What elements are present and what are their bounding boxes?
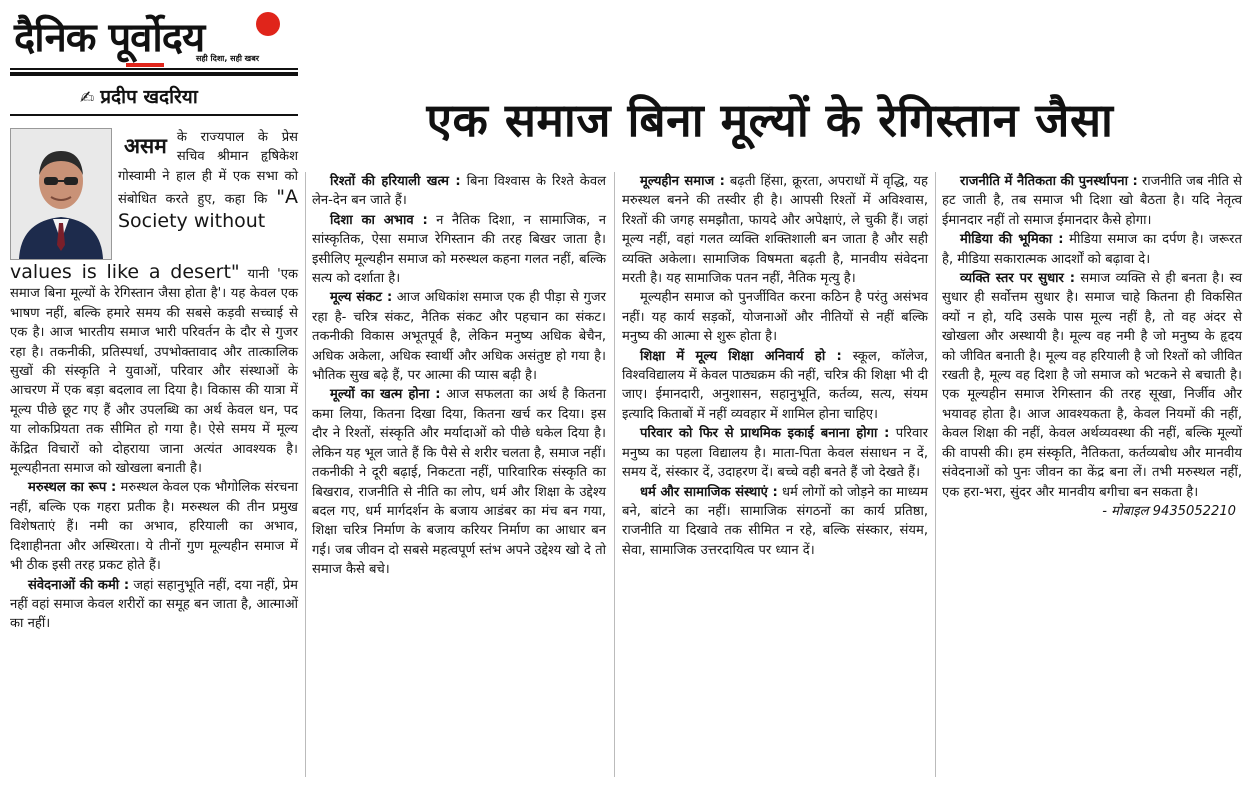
p13-body: मीडिया समाज का दर्पण है। जरूरत है, मीडिया सकारात्मक आदर्शों को बढ़ावा दे।: [942, 232, 1242, 267]
column-3: [622, 172, 928, 560]
p4-body: न नैतिक दिशा, न सामाजिक, न सांस्कृतिक, ऐसा समाज रेगिस्तान की तरह बिखर जाता है। इसीलिए मूल्यहीन समाज को मरुस्थल कहना गलत नहीं, बल्कि सत्य को दर्शाता है।: [312, 212, 606, 287]
p5-head: मूल्य संकट :: [330, 290, 393, 306]
column-divider-2: [614, 172, 615, 777]
lead-wrap: [118, 128, 298, 233]
p8-body: मूल्यहीन समाज को पुनर्जीवित करना कठिन है परंतु असंभव नहीं। यह कार्य सड़कों, योजनाओं और नीतियों से नहीं बल्कि मनुष्य की आत्मा से शुरू होता है।: [622, 290, 928, 345]
column-4: [942, 172, 1242, 521]
author-photo: [10, 128, 112, 260]
column-divider-1: [305, 172, 306, 777]
p9-head: शिक्षा में मूल्य शिक्षा अनिवार्य हो :: [640, 348, 842, 364]
author-name: प्रदीप खदरिया: [100, 86, 198, 108]
lead-rest: यानी 'एक समाज बिना मूल्यों के रेगिस्तान जैसा होता है'। यह केवल एक भाषण नहीं, बल्कि हमारे समय की सबसे कड़वी सच्चाई से एक है। आज भारतीय समाज भारी परिवर्तन के दौर से गुजर रहा है। तकनीकी, प्रतिस्पर्धा, उपभोक्तावाद और तात्कालिक सुखों की संस्कृति ने युवाओं, परिवार और संस्थाओं के आचरण में एक बड़ा बदलाव ला दिया है। विकास की यात्रा में मूल्य पीछे छूट गए हैं और उपलब्धि का अर्थ केवल धन, पद या लोकप्रियता तक सीमित हो गया है। ऐसे समय में मूल्य केंद्रित विचारों को दोहराया जाना अत्यंत आवश्यक है। मूल्यहीनता समाज को खोखला बनाती है।: [10, 267, 298, 477]
p12-body: राजनीति जब नीति से हट जाती है, तब समाज भी दिशा खो बैठता है। यदि नेतृत्व ईमानदार नहीं तो समाज ईमानदार कैसे होगा।: [942, 174, 1242, 228]
p2-head: संवेदनाओं की कमी :: [28, 577, 130, 593]
p13-head: मीडिया की भूमिका :: [960, 232, 1064, 248]
p6-body: आज सफलता का अर्थ है कितना कमा लिया, कितना दिखा दिया, कितना खर्च कर दिया। इस दौर ने रिश्तों, संस्कृति और मर्यादाओं को पीछे धकेल दिया है। लेकिन यह भूल जाते हैं कि पैसे से शरीर चलता है, समाज नहीं। तकनीकी ने दूरी बढ़ाई, निकटता नहीं, पारिवारिक संस्कृति का बिखराव, राजनीति से नीति का लोप, धर्म और शिक्षा के उद्देश्य बदल गए, धर्म मार्गदर्शन के बजाय आडंबर का मंच बन गया, शिक्षा चरित्र निर्माण के बजाय करियर निर्माण का आधार बन गई। जब जीवन दो सबसे महत्वपूर्ण स्तंभ अपने उद्देश्य खो दे तो समाज कैसे बचे।: [312, 387, 606, 578]
column-1: [10, 261, 298, 634]
p10-head: परिवार को फिर से प्राथमिक इकाई बनाना होगा :: [640, 426, 890, 442]
quote-end: values is like a desert": [10, 261, 240, 283]
byline: [80, 83, 198, 109]
masthead-tagline: सही दिशा, सही खबर: [196, 54, 260, 63]
column-2: [312, 172, 606, 580]
p12-head: राजनीति में नैतिकता की पुनर्स्थापना :: [960, 174, 1138, 189]
masthead-underline: [10, 68, 298, 70]
p14-body: समाज व्यक्ति से ही बनता है। स्व सुधार ही सर्वोत्तम सुधार है। समाज चाहे कितना ही विकसित क्यों न हो, यदि उसके पास मूल्य नहीं है, तो वह अंदर से खोखला और अस्थायी है। मूल्य वह नमी है जो मनुष्य के हृदय को जीवित बनाती है। मूल्य वह हरियाली है जो रिश्तों को जीवित रखती है, मूल्य वह दिशा है जो समाज को भटकने से बचाती है। एक मूल्यहीन समाज रेगिस्तान की तरह सूखा, निर्जीव और भयावह होता है। आज आवश्यकता है, केवल नियमों की नहीं, केवल शिक्षा की नहीं, केवल अर्थव्यवस्था की नहीं, बल्कि मूल्यों की वापसी की। हम संस्कृति, नैतिकता, कर्तव्यबोध और मानवीय संवेदनाओं को पुनः जीवन का केंद्र बना लें। तभी मरुस्थल नहीं, एक हरा-भरा, सुंदर और मानवीय बगीचा बन सकता है।: [942, 271, 1242, 500]
p5-body: आज अधिकांश समाज एक ही पीड़ा से गुजर रहा है- चरित्र संकट, नैतिक संकट और पहचान का संकट। तकनीकी विकास अभूतपूर्व है, लेकिन मनुष्य अधिक बेचैन, अधिक अकेला, अधिक स्वार्थी और अधिक असंतुष्ट हो गया है। भौतिक सुख बढ़े हैं, पर आत्मा की प्यास बढ़ी है।: [312, 290, 606, 384]
byline-rule: [10, 114, 298, 116]
masthead-rule: [10, 72, 298, 76]
pen-icon: ✍: [80, 88, 95, 108]
masthead-red-dot-icon: [256, 12, 280, 36]
mobile-number: - मोबाइल 9435052210: [1102, 503, 1236, 519]
p4-head: दिशा का अभाव :: [330, 212, 428, 228]
quote-start: "A Society without: [118, 186, 298, 232]
p7-head: मूल्यहीन समाज :: [640, 174, 725, 189]
masthead-name: दैनिक पूर्वोदय: [14, 15, 205, 61]
p7-body: बढ़ती हिंसा, क्रूरता, अपराधों में वृद्धि, यह मरुस्थल बनने की तस्वीर ही है। आपसी रिश्तों में अविश्वास, रिश्तों की जगह समझौता, फायदे और अपेक्षाएं, ले चुकी हैं। जहां मूल्य नहीं, वहां गलत व्यक्ति शक्तिशाली बन जाता है और सही व्यक्ति अकेला। सामाजिक विषमता बढ़ती है, मानवीय संवेदना मरती है। यह सामाजिक पतन नहीं, नैतिक मृत्यु है।: [622, 174, 928, 287]
masthead-accent-bar: [126, 63, 164, 67]
p10-body: परिवार मनुष्य का पहला विद्यालय है। माता-पिता केवल संसाधन न दें, समय दें, संस्कार दें, उदाहरण दें। बच्चे वही बनते हैं जो देखते हैं।: [622, 426, 929, 481]
p3-head: रिश्तों की हरियाली खत्म :: [330, 174, 461, 189]
p11-head: धर्म और सामाजिक संस्थाएं :: [640, 484, 778, 500]
p6-head: मूल्यों का खत्म होना :: [330, 387, 441, 403]
headline: एक समाज बिना मूल्यों के रेगिस्तान जैसा: [426, 93, 1114, 147]
p14-head: व्यक्ति स्तर पर सुधार :: [960, 271, 1075, 287]
author-photo-graphic: [11, 129, 111, 259]
lead-wrap-text: के राज्यपाल के प्रेस सचिव श्रीमान हृषिकेश गोस्वामी ने हाल ही में एक सभा को संबोधित करते हुए, कहा कि: [118, 130, 298, 208]
p1-body: मरुस्थल केवल एक भौगोलिक संरचना नहीं, बल्कि एक गहरा प्रतीक है। मरुस्थल की तीन प्रमुख विशेषताएं हैं। नमी का अभाव, हरियाली का अभाव, दिशाहीनता और अस्थिरता। ये तीनों गुण मूल्यहीन समाज में भी ठीक इसी तरह प्रकट होते हैं।: [10, 480, 298, 574]
p3-body: बिना विश्वास के रिश्ते केवल लेन-देन बन जाते हैं।: [312, 174, 606, 209]
p9-body: स्कूल, कॉलेज, विश्वविद्यालय में केवल पाठ्यक्रम की नहीं, चरित्र की शिक्षा भी दी जाए। ईमानदारी, अनुशासन, सहानुभूति, कर्तव्य, सत्य, संयम इत्यादि किताबों में नहीं व्यवहार में शामिल होना चाहिए।: [622, 348, 929, 422]
lead-word: असम: [124, 134, 167, 158]
p1-head: मरुस्थल का रूप :: [28, 480, 117, 496]
p11-body: धर्म लोगों को जोड़ने का माध्यम बने, बांटने का नहीं। सामाजिक संगठनों का कार्य प्रतिष्ठा, राजनीति या दिखावे तक सीमित न रहे, बल्कि संस्कार, संयम, सेवा, सामाजिक उत्तरदायित्व पर ध्यान दें।: [622, 484, 928, 558]
column-divider-3: [935, 172, 936, 777]
p2-body: जहां सहानुभूति नहीं, दया नहीं, प्रेम नहीं वहां समाज केवल शरीरों का समूह बन जाता है, आत्माओं का नहीं।: [10, 577, 299, 632]
